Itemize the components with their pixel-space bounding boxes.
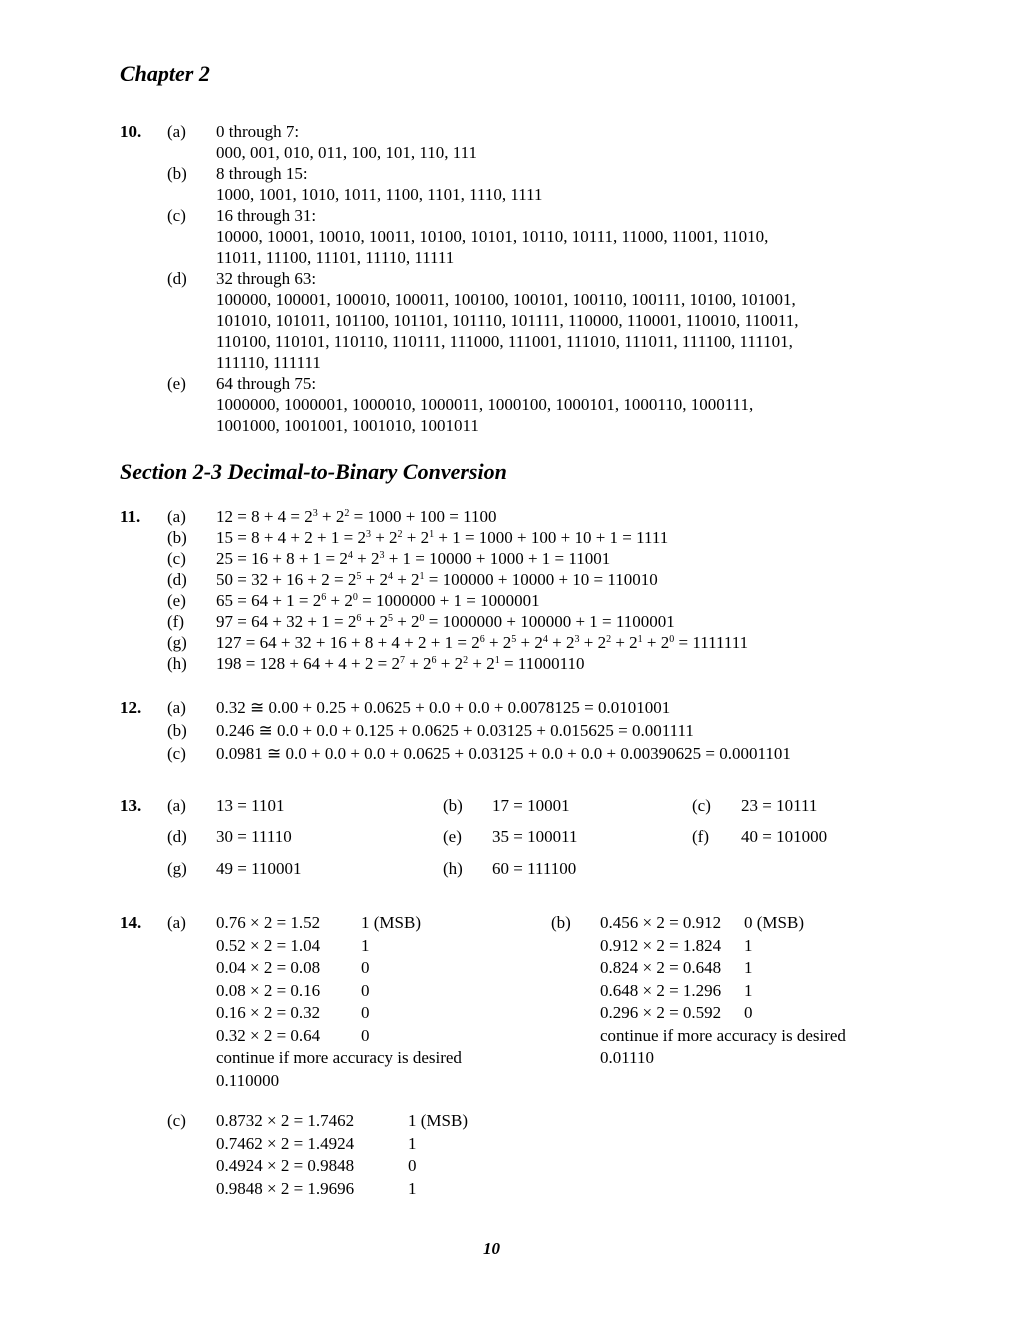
item-label: (c) (167, 549, 186, 568)
equation-line: $25 = 16 + 8 + 1 = 2^4 + 2^3 + 1 = 10000 + 1000 + 1 = 11001$ (216, 549, 611, 568)
item-label: (b) (551, 913, 571, 932)
binary-list-line: 111110, 111111 (216, 353, 321, 372)
chapter-title: Chapter 2 (120, 61, 210, 86)
item-label: (g) (167, 633, 187, 652)
part-b-bit: 1 (744, 935, 753, 955)
part-a-step: 0.52 × 2 = 1.04 (216, 935, 321, 955)
equation-line: $12 = 8 + 4 = 2^3 + 2^2 = 1000 + 100 = 1100$ (216, 507, 497, 526)
item-label: (a) (167, 913, 186, 932)
part-a-result: 0.110000 (216, 1070, 280, 1090)
binary-list-line: 10000, 10001, 10010, 10011, 10100, 10101, 10110, 10111, 11000, 11001, 11010, (216, 227, 769, 246)
binary-list-line: 110100, 110101, 110110, 110111, 111000, 111001, 111010, 111011, 111100, 111101, (216, 332, 793, 351)
item-label: (b) (167, 528, 187, 547)
conversion-result: 23 = 10111 (741, 796, 818, 815)
item-label: (d) (167, 570, 187, 589)
equation-line: $15 = 8 + 4 + 2 + 1 = 2^3 + 2^2 + 2^1 + 1 = 1000 + 100 + 10 + 1 = 1111$ (216, 528, 669, 547)
part-a-step: 0.16 × 2 = 0.32 (216, 1003, 321, 1022)
conversion-result: 49 = 110001 (216, 859, 302, 878)
part-b-step: 0.456 × 2 = 0.912 (600, 913, 722, 932)
item-label: (c) (692, 796, 711, 815)
equation-line: 0.0981 ≅ 0.0 + 0.0 + 0.0 + 0.0625 + 0.03125 + 0.0 + 0.0 + 0.00390625 = 0.0001101 (216, 744, 791, 763)
part-b-bit: 1 (744, 980, 753, 1000)
item-label: (c) (167, 1111, 186, 1130)
part-a-bit: 0 (361, 958, 370, 977)
item-label: (e) (167, 591, 186, 610)
part-b-result: 0.01110 (600, 1048, 654, 1067)
item-heading: 64 through 75: (216, 374, 317, 393)
item-label: (a) (167, 507, 186, 526)
part-c-step: 0.4924 × 2 = 0.9848 (216, 1156, 355, 1175)
equation-line: 0.246 ≅ 0.0 + 0.0 + 0.125 + 0.0625 + 0.03125 + 0.015625 = 0.001111 (216, 721, 694, 740)
part-a-bit: 0 (361, 1025, 370, 1045)
item-label: (c) (167, 206, 186, 225)
conversion-result: 17 = 10001 (492, 796, 570, 815)
problem-12-number: 12. (120, 698, 142, 717)
problem-10-number: 10. (120, 122, 142, 141)
part-c-step: 0.8732 × 2 = 1.7462 (216, 1111, 355, 1130)
part-c-bit: 1 (MSB) (408, 1111, 468, 1130)
equation-line: $127 = 64 + 32 + 16 + 8 + 4 + 2 + 1 = 2^6 + 2^5 + 2^4 + 2^3 + 2^2 + 2^1 + 2^0 = 1111111$ (216, 633, 749, 652)
item-label: (a) (167, 122, 186, 141)
part-a-step: 0.32 × 2 = 0.64 (216, 1025, 321, 1045)
conversion-result: 60 = 111100 (492, 859, 577, 878)
part-a-note: continue if more accuracy is desired (216, 1048, 462, 1067)
conversion-result: 35 = 100011 (492, 827, 578, 846)
binary-list-line: 101010, 101011, 101100, 101101, 101110, 101111, 110000, 110001, 110010, 110011, (216, 311, 799, 330)
item-heading: 32 through 63: (216, 269, 317, 288)
conversion-result: 40 = 101000 (741, 827, 828, 846)
equation-line: 0.32 ≅ 0.00 + 0.25 + 0.0625 + 0.0 + 0.0 + 0.0078125 = 0.0101001 (216, 698, 671, 717)
item-label: (c) (167, 744, 186, 763)
item-label: (d) (167, 269, 187, 288)
part-b-bit: 0 (744, 1003, 753, 1022)
item-label: (a) (167, 698, 186, 717)
item-label: (f) (692, 827, 709, 846)
equation-line: $97 = 64 + 32 + 1 = 2^6 + 2^5 + 2^0 = 1000000 + 100000 + 1 = 1100001$ (216, 612, 675, 631)
conversion-result: 13 = 1101 (216, 796, 285, 815)
equation-line: $198 = 128 + 64 + 4 + 2 = 2^7 + 2^6 + 2^2 + 2^1 = 11000110$ (216, 654, 585, 673)
conversion-result: 30 = 11110 (216, 827, 292, 846)
item-heading: 8 through 15: (216, 164, 308, 183)
item-label: (b) (167, 721, 187, 740)
part-c-bit: 1 (408, 1133, 417, 1153)
problem-11-number: 11. (120, 507, 141, 526)
part-b-step: 0.912 × 2 = 1.824 (600, 935, 722, 955)
item-heading: 0 through 7: (216, 122, 300, 141)
part-b-step: 0.296 × 2 = 0.592 (600, 1003, 722, 1022)
part-a-step: 0.76 × 2 = 1.52 (216, 913, 321, 932)
item-label: (b) (167, 164, 187, 183)
problem-14-number: 14. (120, 913, 142, 932)
binary-list-line: 1001000, 1001001, 1001010, 1001011 (216, 416, 479, 435)
binary-list-line: 1000000, 1000001, 1000010, 1000011, 1000100, 1000101, 1000110, 1000111, (216, 395, 754, 414)
item-label: (h) (443, 859, 463, 878)
item-label: (b) (443, 796, 463, 815)
part-c-step: 0.7462 × 2 = 1.4924 (216, 1133, 355, 1153)
item-label: (f) (167, 612, 184, 631)
equation-line: $65 = 64 + 1 = 2^6 + 2^0 = 1000000 + 1 = 1000001$ (216, 591, 540, 610)
part-a-bit: 0 (361, 980, 370, 1000)
part-b-step: 0.824 × 2 = 0.648 (600, 958, 722, 977)
part-c-bit: 0 (408, 1156, 417, 1175)
part-b-note: continue if more accuracy is desired (600, 1025, 846, 1045)
binary-list-line: 11011, 11100, 11101, 11110, 11111 (216, 248, 455, 267)
page-number: 10 (483, 1239, 500, 1258)
binary-list-line: 1000, 1001, 1010, 1011, 1100, 1101, 1110, 1111 (216, 185, 543, 204)
part-b-bit: 1 (744, 958, 753, 977)
part-a-step: 0.04 × 2 = 0.08 (216, 958, 321, 977)
part-c-step: 0.9848 × 2 = 1.9696 (216, 1178, 355, 1198)
equation-line: $50 = 32 + 16 + 2 = 2^5 + 2^4 + 2^1 = 100000 + 10000 + 10 = 110010$ (216, 570, 658, 589)
item-label: (e) (167, 374, 186, 393)
part-c-bit: 1 (408, 1178, 417, 1198)
part-b-bit: 0 (MSB) (744, 913, 804, 932)
binary-list-line: 000, 001, 010, 011, 100, 101, 110, 111 (216, 143, 477, 162)
item-label: (d) (167, 827, 187, 846)
part-b-step: 0.648 × 2 = 1.296 (600, 980, 722, 1000)
part-a-bit: 1 (MSB) (361, 913, 421, 932)
item-label: (a) (167, 796, 186, 815)
part-a-bit: 1 (361, 935, 370, 955)
item-label: (g) (167, 859, 187, 878)
section-title: Section 2-3 Decimal-to-Binary Conversion (120, 459, 507, 484)
item-heading: 16 through 31: (216, 206, 317, 225)
binary-list-line: 100000, 100001, 100010, 100011, 100100, 100101, 100110, 100111, 10100, 101001, (216, 290, 796, 309)
problem-13-number: 13. (120, 796, 142, 815)
part-a-bit: 0 (361, 1003, 370, 1022)
part-a-step: 0.08 × 2 = 0.16 (216, 980, 321, 1000)
item-label: (h) (167, 654, 187, 673)
item-label: (e) (443, 827, 462, 846)
